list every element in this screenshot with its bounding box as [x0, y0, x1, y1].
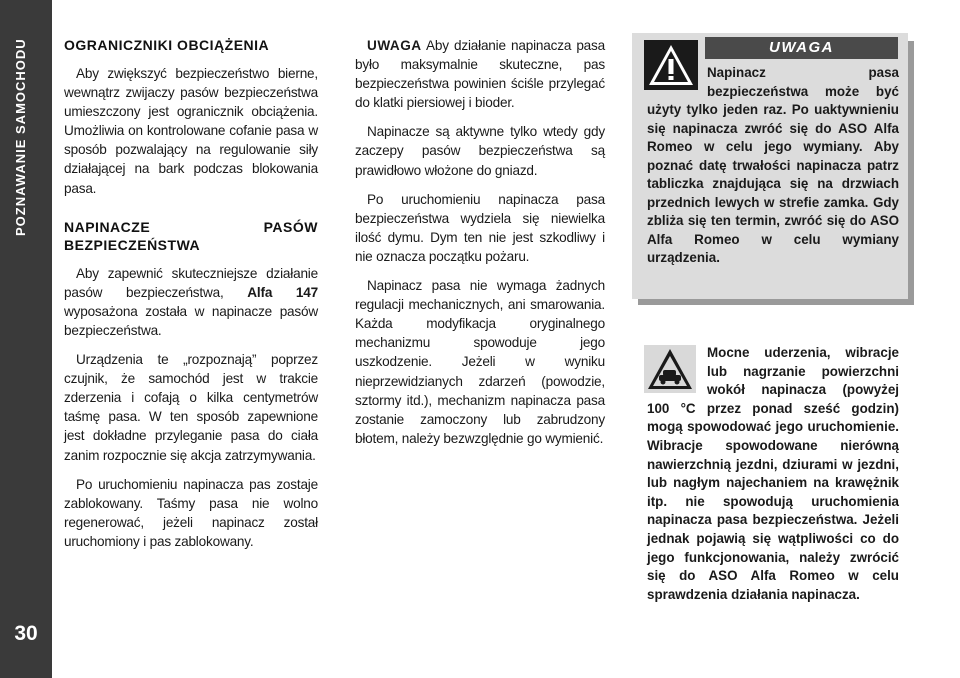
- paragraph: [355, 36, 605, 112]
- warning-header: UWAGA: [705, 37, 898, 59]
- left-column: [64, 36, 318, 551]
- warning-text: Napinacz pasa bezpieczeństwa może być użyty tylko jeden raz. Po uaktywnieniu się napinacza zwróć się do ASO Alfa Romeo w celu jego wymiany. Aby poznać datę trwałości napinacza patrz tabliczka znajdująca się na drzwiach przednich lewych w strefie zamka. Gdy zbliża się ten termin, zwróć się do ASO Alfa Romeo w celu wymiany urządzenia.: [647, 65, 899, 265]
- paragraph: [64, 264, 318, 340]
- text: wyposażona została w napinacze pasów bezpieczeństwa.: [64, 303, 318, 338]
- middle-column: [355, 36, 605, 448]
- warning-text-block: [647, 64, 899, 268]
- text: Aby zapewnić skuteczniejsze działanie pasów bezpieczeństwa,: [64, 265, 318, 300]
- paragraph: Napinacz pasa nie wymaga żadnych regulacji mechanicznych, ani smarowania. Każda modyfikacja oryginalnego mechanizmu spowoduje jego uszkodzenie. Jeżeli w wyniku nieprzewidzianych zdarzeń (powodzie, sztormy itd.), mechanizm napinacza pasa zostanie zamoczony lub zabrudzony błotem, należy bezwzględnie go wymienić.: [355, 278, 605, 446]
- text: Aby działanie napinacza pasa było maksymalnie skuteczne, pas bezpieczeństwa powinien ściśle przylegać do klatki piersiowej i bioder.: [355, 38, 606, 111]
- page-number: 30: [14, 622, 38, 645]
- note-text-block: [647, 344, 899, 604]
- paragraph: Napinacze są aktywne tylko wtedy gdy zaczepy pasów bezpieczeństwa są prawidłowo włożone do gniazd.: [355, 124, 605, 178]
- paragraph: Po uruchomieniu napinacza pasa bezpieczeństwa wydziela się niewielka ilość dymu. Dym ten nie jest szkodliwy i nie oznacza początku pożaru.: [355, 191, 605, 264]
- warning-box-shadow: [638, 299, 914, 305]
- brand-name: Alfa 147: [247, 284, 319, 300]
- heading-pretensioners: NAPINACZE PASÓW BEZPIECZEŃSTWA: [64, 218, 318, 253]
- caution-keyword: UWAGA: [367, 38, 422, 53]
- paragraph: Aby zwiększyć bezpieczeństwo bierne, wewnątrz zwijaczy pasów bezpieczeństwa umieszczony jest ogranicznik obciążenia. Umożliwia on kontrolowane cofanie pasa w sposób pozwalający na regulowanie siły działającej na bark podczas blokowania pasa.: [64, 66, 318, 196]
- note-text: Mocne uderzenia, wibracje lub nagrzanie powierzchni wokół napinacza (powyżej 100 °C przez ponad sześć godzin) mogą spowodować jego uruchomienie. Wibracje spowodowane nierówną nawierzchnią jezdni, dziurami w jezdni, lub nagłym najechaniem na krawężnik itp. nie spowodują uruchomienia napinacza pasa bezpieczeństwa. Jeżeli jednak pojawią się wątpliwości co do jego funkcjonowania, należy zwrócić się do ASO Alfa Romeo w celu sprawdzenia działania napinacza.: [647, 345, 899, 602]
- sidebar: [0, 0, 52, 678]
- paragraph: Urządzenia te „rozpoznają” poprzez czujnik, że samochód jest w trakcie zderzenia i cofają o kilka centymetrów taśmę pasa. W ten sposób zapewnione jest dokładne przyleganie pasa do ciała zanim rozpocznie się akcja zatrzymywania.: [64, 352, 318, 463]
- paragraph: Po uruchomieniu napinacza pas zostaje zablokowany. Taśmy pasa nie wolno regenerować, jeżeli napinacz został uruchomiony i pas zablokowany.: [64, 476, 318, 549]
- section-title: POZNAWANIE SAMOCHODU: [13, 38, 28, 236]
- heading-load-limiters: OGRANICZNIKI OBCIĄŻENIA: [64, 37, 270, 53]
